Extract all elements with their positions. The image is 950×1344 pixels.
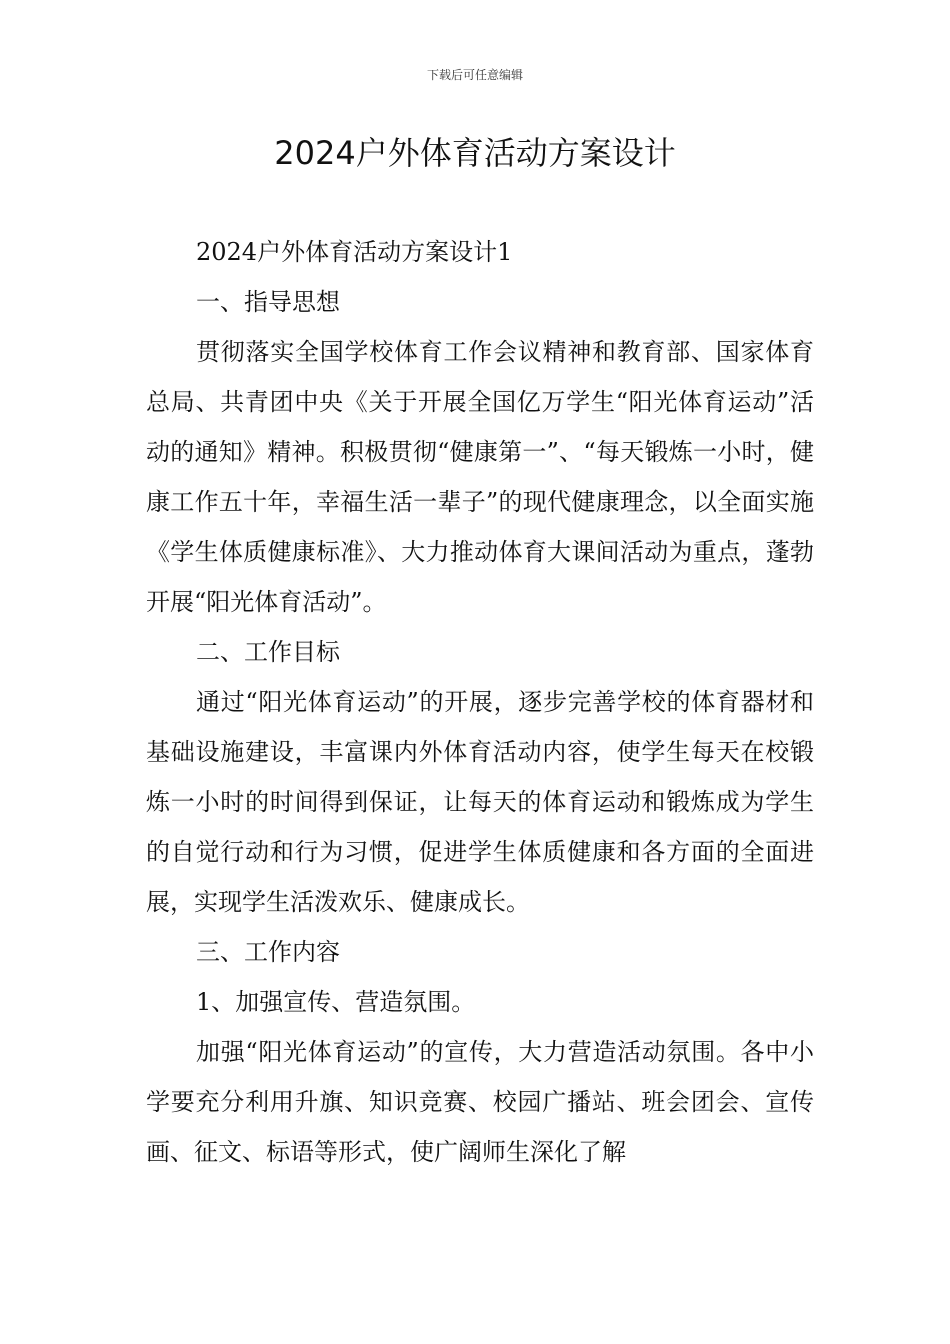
section-heading: 一、指导思想 [196, 288, 340, 316]
body-paragraph: 贯彻落实全国学校体育工作会议精神和教育部、国家体育总局、共青团中央《关于开展全国亿万学生“阳光体育运动”活动的通知》精神。积极贯彻“健康第一”、“每天锻炼一小时，健康工作五十年，幸福生活一辈子”的现代健康理念，以全面实施《学生体质健康标准》、大力推动体育大课间活动为重点，蓬勃开展“阳光体育活动”。 [146, 338, 814, 616]
section-heading: 二、工作目标 [196, 638, 340, 666]
document-body [146, 227, 814, 1177]
subsection-heading: 1、加强宣传、营造氛围。 [196, 988, 476, 1016]
header-note: 下载后可任意编辑 [426, 68, 523, 82]
document-title: 2024户外体育活动方案设计 [274, 134, 676, 172]
body-paragraph: 通过“阳光体育运动”的开展，逐步完善学校的体育器材和基础设施建设，丰富课内外体育活动内容，使学生每天在校锻炼一小时的时间得到保证，让每天的体育运动和锻炼成为学生的自觉行动和行为习惯，促进学生体质健康和各方面的全面进展，实现学生活泼欢乐、健康成长。 [146, 688, 814, 916]
section-heading: 2024户外体育活动方案设计1 [196, 238, 513, 266]
body-paragraph: 加强“阳光体育运动”的宣传，大力营造活动氛围。各中小学要充分利用升旗、知识竞赛、校园广播站、班会团会、宣传画、征文、标语等形式，使广阔师生深化了解 [146, 1038, 814, 1166]
section-heading: 三、工作内容 [196, 938, 340, 966]
